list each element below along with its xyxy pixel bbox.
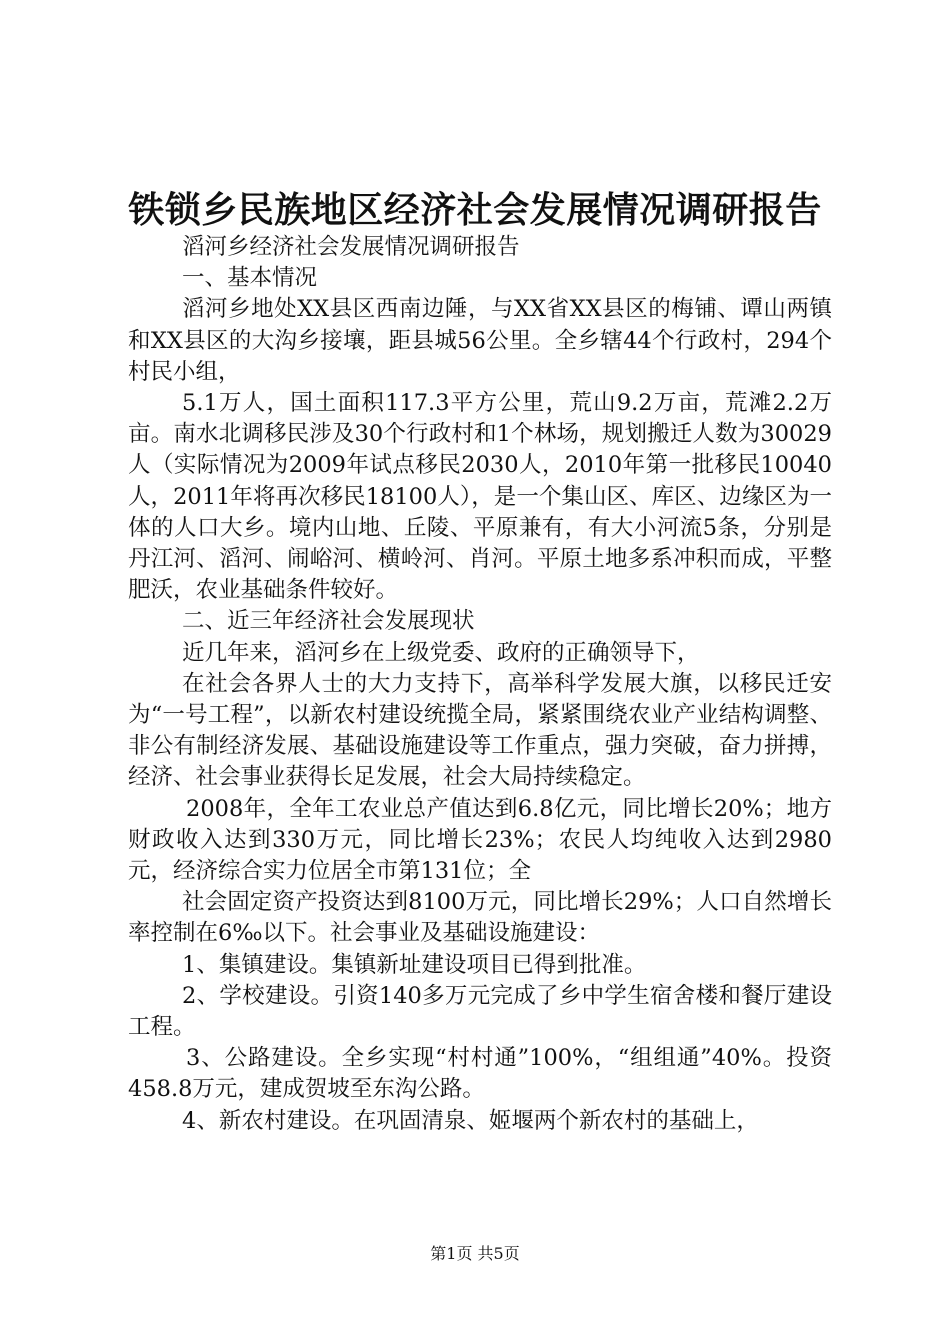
document-title: 铁锁乡民族地区经济社会发展情况调研报告: [128, 189, 822, 231]
section-heading-2: 二、近三年经济社会发展现状: [182, 608, 475, 635]
paragraph: 在社会各界人士的大力支持下，高举科学发展大旗，以移民迁安为“一号工程”，以新农村建设统揽全局，紧紧围绕农业产业结构调整、非公有制经济发展、基础设施建设等工作重点，强力突破，奋力拼搏，经济、社会事业获得长足发展，社会大局持续稳定。: [128, 670, 832, 791]
paragraph: 近几年来，滔河乡在上级党委、政府的正确领导下，: [182, 639, 700, 666]
list-item: 4、新农村建设。在巩固清泉、姬堰两个新农村的基础上，: [182, 1107, 759, 1134]
page-footer: 第1页 共5页: [430, 1244, 520, 1263]
list-item: 1、集镇建设。集镇新址建设项目已得到批准。: [182, 951, 647, 978]
paragraph: 5.1万人，国土面积117.3平方公里，荒山9.2万亩，荒滩2.2万亩。南水北调移民涉及30个行政村和1个林场，规划搬迁人数为30029人（实际情况为2009年试点移民2030人，2010年第一批移民10040人，2011年将再次移民18100人），是一个集山区、库区、边缘区为一体的人口大乡。境内山地、丘陵、平原兼有，有大小河流5条，分别是丹江河、滔河、闹峪河、横岭河、肖河。平原土地多系冲积而成，平整肥沃，农业基础条件较好。: [128, 390, 832, 604]
list-item: 2、学校建设。引资140多万元完成了乡中学生宿舍楼和餐厅建设工程。: [128, 982, 832, 1041]
section-heading-1: 一、基本情况: [182, 265, 318, 292]
paragraph: 2008年，全年工农业总产值达到6.8亿元，同比增长20%；地方财政收入达到330万元，同比增长23%；农民人均纯收入达到2980元，经济综合实力位居全市第131位；全: [128, 795, 832, 885]
paragraph: 社会固定资产投资达到8100万元，同比增长29%；人口自然增长率控制在6‰以下。社会事业及基础设施建设：: [128, 889, 832, 947]
subtitle-paragraph: 滔河乡经济社会发展情况调研报告: [182, 234, 520, 260]
document-body: [128, 232, 832, 1137]
list-item: 3、公路建设。全乡实现“村村通”100%，“组组通”40%。投资458.8万元，建成贺坡至东沟公路。: [128, 1045, 832, 1103]
paragraph: 滔河乡地处XX县区西南边陲，与XX省XX县区的梅铺、谭山两镇和XX县区的大沟乡接壤，距县城56公里。全乡辖44个行政村，294个村民小组，: [128, 296, 832, 385]
